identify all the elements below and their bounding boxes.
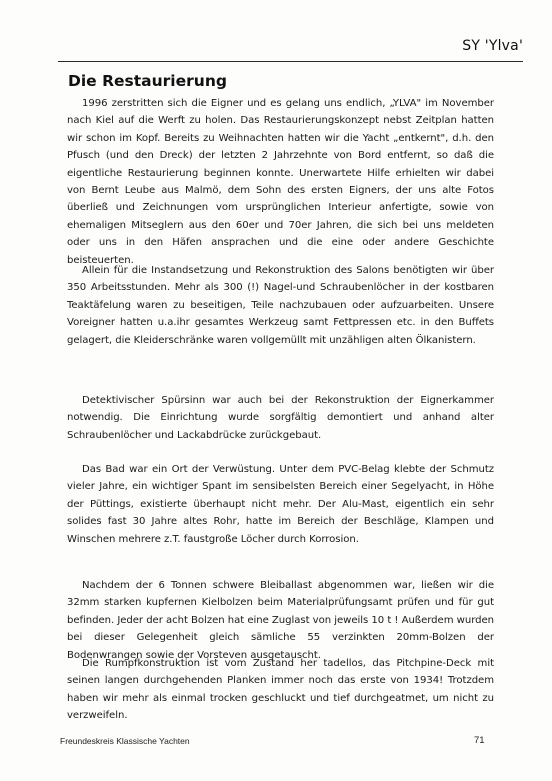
body-paragraph: Das Bad war ein Ort der Verwüstung. Unter dem PVC-Belag klebte der Schmutz vieler Jahre, ein wichtiger Spant im sensibelsten Bereich einer Segelyacht, in Höhe der Püttings, existierte überhaupt nicht mehr. Der Alu-Mast, eigentlich ein sehr solides fast 30 Jahre altes Rohr, hatte im Bereich der Beschläge, Klampen und Winschen mehrere z.T. faustgroße Löcher durch Korrosion.: [67, 464, 494, 545]
body-paragraph: Allein für die Instandsetzung und Rekonstruktion des Salons benötigten wir über 350 Arbeitsstunden. Mehr als 300 (!) Nagel-und Schraubenlöcher in der kostbaren Teaktäfelung waren zu beseitigen, Teile nachzubauen oder aufzuarbeiten. Unsere Voreigner hatten u.a.ihr gesamtes Werkzeug samt Fettpressen etc. in den Buffets gelagert, die Kleiderschränke waren vollgemüllt mit unzähligen alten Ölkanistern.: [67, 265, 494, 346]
body-paragraph: Detektivischer Spürsinn war auch bei der Rekonstruktion der Eignerkammer notwendig. Die Einrichtung wurde sorgfältig demontiert und anhand alter Schraubenlöcher und Lackabdrücke zurückgebaut.: [67, 395, 494, 441]
running-header-title: SY 'Ylva': [462, 38, 523, 54]
body-paragraph: Nachdem der 6 Tonnen schwere Bleiballast abgenommen war, ließen wir die 32mm starken kupfernen Kielbolzen beim Materialprüfungsamt prüfen und für gut befinden. Jeder der acht Bolzen hat eine Zuglast von jeweils 10 t ! Außerdem wurden bei dieser Gelegenheit gleich sämliche 55 verzinkten 20mm-Bolzen der Bodenwrangen sowie der Vorsteven ausgetauscht.: [67, 580, 494, 661]
body-paragraph: 1996 zerstritten sich die Eigner und es gelang uns endlich, „YLVA" im November nach Kiel auf die Werft zu holen. Das Restaurierungskonzept nebst Zeitplan hatten wir schon im Kopf. Bereits zu Weihnachten hatten wir die Yacht „entkernt", d.h. den Pfusch (und den Dreck) der letzten 2 Jahrzehnte von Bord entfernt, so daß die eigentliche Restaurierung beginnen konnte. Unerwartete Hilfe erhielten wir dabei von Bernt Leube aus Malmö, dem Sohn des ersten Eigners, der uns alte Fotos überließ und Zeichnungen vom ursprünglichen Interieur anfertigte, sowie von ehemaligen Mitseglern aus den 60er und 70er Jahren, die sich bei uns meldeten oder uns in den Häfen ansprachen und die eine oder andere Geschichte beisteuerten.: [67, 98, 494, 266]
section-title: Die Restaurierung: [68, 72, 227, 90]
body-paragraph: Die Rumpfkonstruktion ist vom Zustand her tadellos, das Pitchpine-Deck mit seinen langen durchgehenden Planken immer noch das erste von 1934! Trotzdem haben wir mehr als einmal trocken geschluckt und tief durchgeatmet, um nicht zu verzweifeln.: [67, 658, 494, 722]
header-rule: [58, 61, 523, 62]
footer-publication: Freundeskreis Klassische Yachten: [60, 736, 190, 746]
page-number: 71: [474, 735, 485, 746]
